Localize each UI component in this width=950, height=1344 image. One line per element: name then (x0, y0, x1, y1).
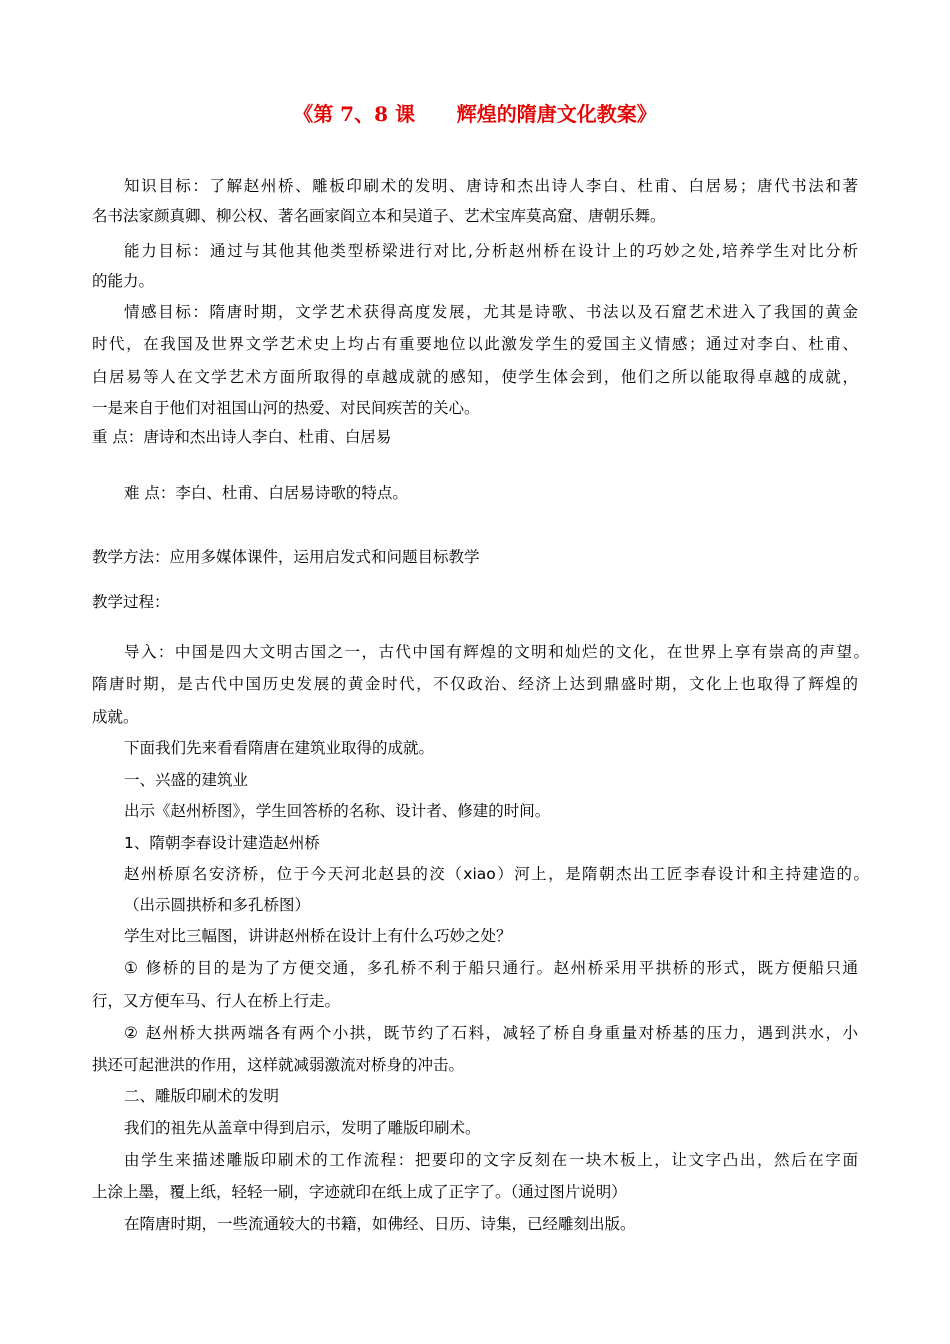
text-line: 1、隋朝李春设计建造赵州桥 (124, 834, 320, 852)
text-line: 下面我们先来看看隋唐在建筑业取得的成就。 (124, 739, 435, 757)
text-line: 一是来自于他们对祖国山河的热爱、对民间疾苦的关心。 (92, 399, 480, 417)
text-line: 由学生来描述雕版印刷术的工作流程：把要印的文字反刻在一块木板上，让文字凸出，然后在字面 (124, 1151, 858, 1169)
text-line: 上涂上墨，覆上纸，轻轻一刷，字迹就印在纸上成了正字了。（通过图片说明） (92, 1183, 627, 1201)
text-line: 难 点：李白、杜甫、白居易诗歌的特点。 (124, 484, 408, 502)
text-line: 时代，在我国及世界文学艺术史上均占有重要地位以此激发学生的爱国主义情感；通过对李白、杜甫、 (92, 335, 858, 353)
text-line: ② 赵州桥大拱两端各有两个小拱，既节约了石料，减轻了桥自身重量对桥基的压力，遇到洪水，小 (124, 1024, 858, 1042)
document-title: 《第 7、8 课 辉煌的隋唐文化教案》 (293, 102, 657, 126)
text-line: 赵州桥原名安济桥，位于今天河北赵县的洨（xiao）河上，是隋朝杰出工匠李春设计和主持建造的。 (124, 865, 869, 883)
text-line: 的能力。 (92, 272, 155, 290)
text-line: 在隋唐时期，一些流通较大的书籍，如佛经、日历、诗集，已经雕刻出版。 (124, 1215, 636, 1233)
text-line: ① 修桥的目的是为了方便交通，多孔桥不利于船只通行。赵州桥采用平拱桥的形式，既方便船只通 (124, 959, 858, 977)
text-line: 出示《赵州桥图》，学生回答桥的名称、设计者、修建的时间。 (124, 802, 551, 820)
text-line: 情感目标：隋唐时期，文学艺术获得高度发展，尤其是诗歌、书法以及石窟艺术进入了我国的黄金 (124, 303, 858, 321)
text-line: 知识目标：了解赵州桥、雕板印刷术的发明、唐诗和杰出诗人李白、杜甫、白居易；唐代书法和著 (124, 177, 858, 195)
text-line: 名书法家颜真卿、柳公权、著名画家阎立本和吴道子、艺术宝库莫高窟、唐朝乐舞。 (92, 207, 666, 225)
text-line: 重 点：唐诗和杰出诗人李白、杜甫、白居易 (92, 428, 392, 446)
text-line: 隋唐时期，是古代中国历史发展的黄金时代，不仅政治、经济上达到鼎盛时期，文化上也取得了辉煌的 (92, 675, 858, 693)
text-line: 导入：中国是四大文明古国之一，古代中国有辉煌的文明和灿烂的文化，在世界上享有崇高的声望。 (124, 643, 869, 661)
text-line: 拱还可起泄洪的作用，这样就减弱激流对桥身的冲击。 (92, 1056, 465, 1074)
text-line: 教学方法：应用多媒体课件，运用启发式和问题目标教学 (92, 548, 480, 566)
text-line: 白居易等人在文学艺术方面所取得的卓越成就的感知，使学生体会到，他们之所以能取得卓越的成就， (92, 368, 858, 386)
text-line: 行，又方便车马、行人在桥上行走。 (92, 992, 341, 1010)
text-line: 教学过程： (92, 593, 170, 611)
text-line: 一、兴盛的建筑业 (124, 771, 249, 789)
text-line: 学生对比三幅图，讲讲赵州桥在设计上有什么巧妙之处？ (124, 927, 512, 945)
text-line: 成就。 (92, 708, 139, 726)
text-line: 能力目标：通过与其他其他类型桥梁进行对比,分析赵州桥在设计上的巧妙之处,培养学生对比分析 (124, 242, 858, 260)
text-line: 我们的祖先从盖章中得到启示，发明了雕版印刷术。 (124, 1119, 481, 1137)
text-line: 二、雕版印刷术的发明 (124, 1087, 280, 1105)
text-line: （出示圆拱桥和多孔桥图） (124, 896, 311, 914)
